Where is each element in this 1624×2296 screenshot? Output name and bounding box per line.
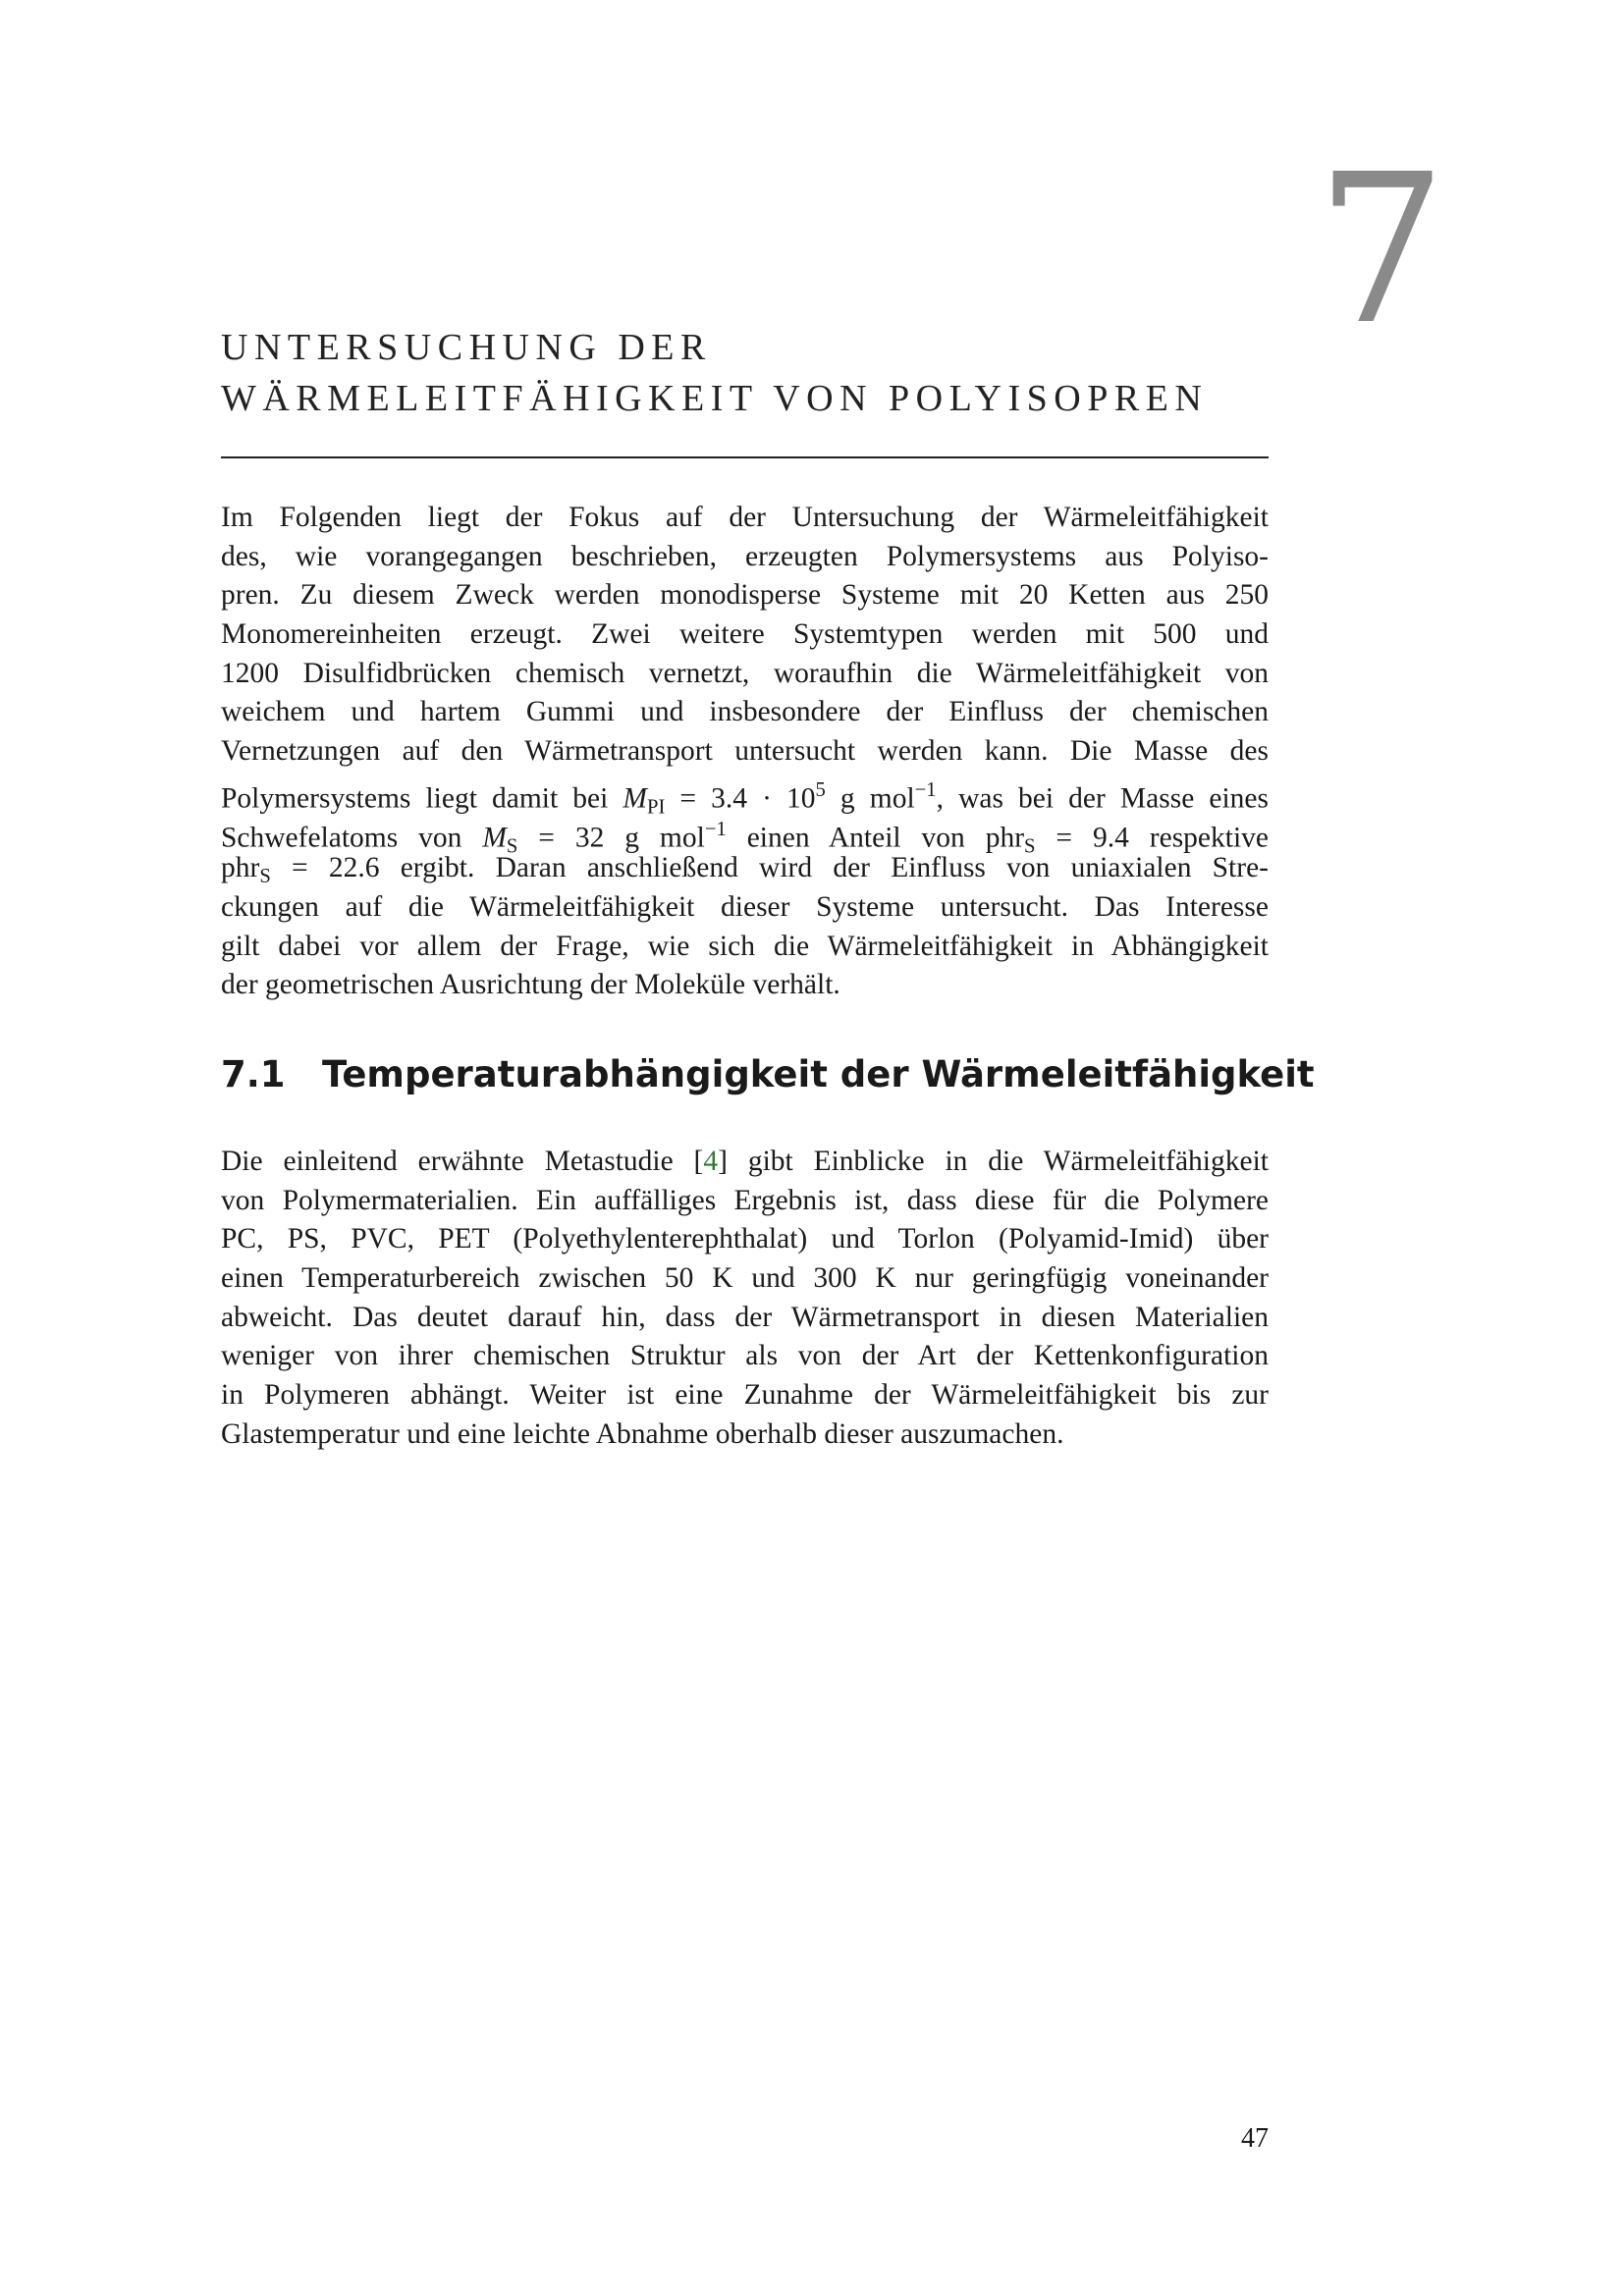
text-segment: , was bei der Masse eines	[936, 782, 1269, 815]
section-paragraph	[221, 1143, 1269, 1455]
text-line-with-formula	[221, 811, 1269, 858]
text-line: in Polymeren abhängt. Weiter ist eine Zunahme der Wärmeleitfähigkeit bis zur	[221, 1379, 1269, 1412]
text-segment: phr	[221, 852, 260, 884]
chapter-title-line-1: UNTERSUCHUNG DER	[221, 327, 712, 368]
text-line: weniger von ihrer chemischen Struktur als von der Art der Kettenkonfiguration	[221, 1340, 1269, 1372]
text-line-with-formula	[221, 849, 1269, 888]
text-segment: Polymersystems liegt damit bei	[221, 782, 623, 815]
text-line: 1200 Disulfidbrücken chemisch vernetzt, woraufhin die Wärmeleitfähigkeit von	[221, 657, 1269, 689]
text-segment: Die einleitend erwähnte Metastudie [	[221, 1146, 704, 1177]
text-line-with-formula	[221, 772, 1269, 819]
text-line-with-citation	[221, 1143, 1269, 1182]
formula-symbol-mass: M	[623, 782, 647, 815]
text-segment: = 9.4 respektive	[1035, 821, 1269, 853]
text-segment: Schwefelatoms von	[221, 821, 483, 853]
section-number: 7.1	[221, 1053, 286, 1095]
formula-unit-exponent: −1	[914, 778, 937, 801]
formula-subscript: S	[259, 866, 271, 888]
text-line: gilt dabei vor allem der Frage, wie sich die Wärmeleitfähigkeit in Abhängigkeit	[221, 930, 1269, 962]
page-number: 47	[1241, 2123, 1269, 2154]
text-line: der geometrischen Ausrichtung der Moleküle verhält.	[221, 969, 840, 1001]
citation-link[interactable]: 4	[703, 1146, 719, 1177]
formula-value: = 32 g mol	[517, 821, 705, 853]
text-line: pren. Zu diesem Zweck werden monodisperse Systeme mit 20 Ketten aus 250	[221, 579, 1269, 612]
text-segment: = 22.6 ergibt. Daran anschließend wird der Einfluss von uniaxialen Stre-	[270, 852, 1269, 884]
formula-subscript: S	[1024, 835, 1036, 858]
formula-exponent: 5	[815, 778, 826, 801]
section-heading	[221, 1053, 1315, 1095]
text-line: einen Temperaturbereich zwischen 50 K und 300 K nur geringfügig voneinander	[221, 1262, 1269, 1295]
formula-subscript: S	[506, 835, 518, 858]
text-line: weichem und hartem Gummi und insbesondere der Einfluss der chemischen	[221, 696, 1269, 728]
text-line: PC, PS, PVC, PET (Polyethylenterephthalat) und Torlon (Polyamid-Imid) über	[221, 1223, 1269, 1255]
formula-exponent: −1	[704, 818, 727, 840]
text-line: Glastemperatur und eine leichte Abnahme oberhalb dieser auszumachen.	[221, 1417, 1064, 1450]
section-title: Temperaturabhängigkeit der Wärmeleitfähigkeit	[322, 1053, 1315, 1095]
text-segment: ] gibt Einblicke in die Wärmeleitfähigkeit	[718, 1146, 1269, 1177]
text-segment: einen Anteil von phr	[726, 821, 1025, 853]
formula-value: = 3.4 · 10	[665, 782, 816, 815]
chapter-title	[221, 322, 1281, 424]
text-line: von Polymermaterialien. Ein auffälliges Ergebnis ist, dass diese für die Polymere	[221, 1184, 1269, 1216]
text-line: Im Folgenden liegt der Fokus auf der Untersuchung der Wärmeleitfähigkeit	[221, 502, 1269, 533]
formula-subscript: PI	[646, 796, 666, 819]
chapter-title-line-2: WÄRMELEITFÄHIGKEIT VON POLYISOPREN	[221, 378, 1209, 419]
formula-symbol-mass: M	[482, 821, 507, 853]
text-line: abweicht. Das deutet darauf hin, dass der Wärmetransport in diesen Materialien	[221, 1301, 1269, 1333]
chapter-number: 7	[1316, 130, 1447, 370]
intro-paragraph	[221, 499, 1269, 1005]
text-line: Vernetzungen auf den Wärmetransport untersucht werden kann. Die Masse des	[221, 735, 1269, 768]
text-line: des, wie vorangegangen beschrieben, erzeugten Polymersystems aus Polyiso-	[221, 540, 1269, 572]
text-line: Monomereinheiten erzeugt. Zwei weitere Systemtypen werden mit 500 und	[221, 618, 1269, 651]
chapter-title-rule	[221, 456, 1269, 458]
text-line: ckungen auf die Wärmeleitfähigkeit dieser Systeme untersucht. Das Interesse	[221, 890, 1269, 923]
formula-unit: g mol	[825, 782, 915, 815]
